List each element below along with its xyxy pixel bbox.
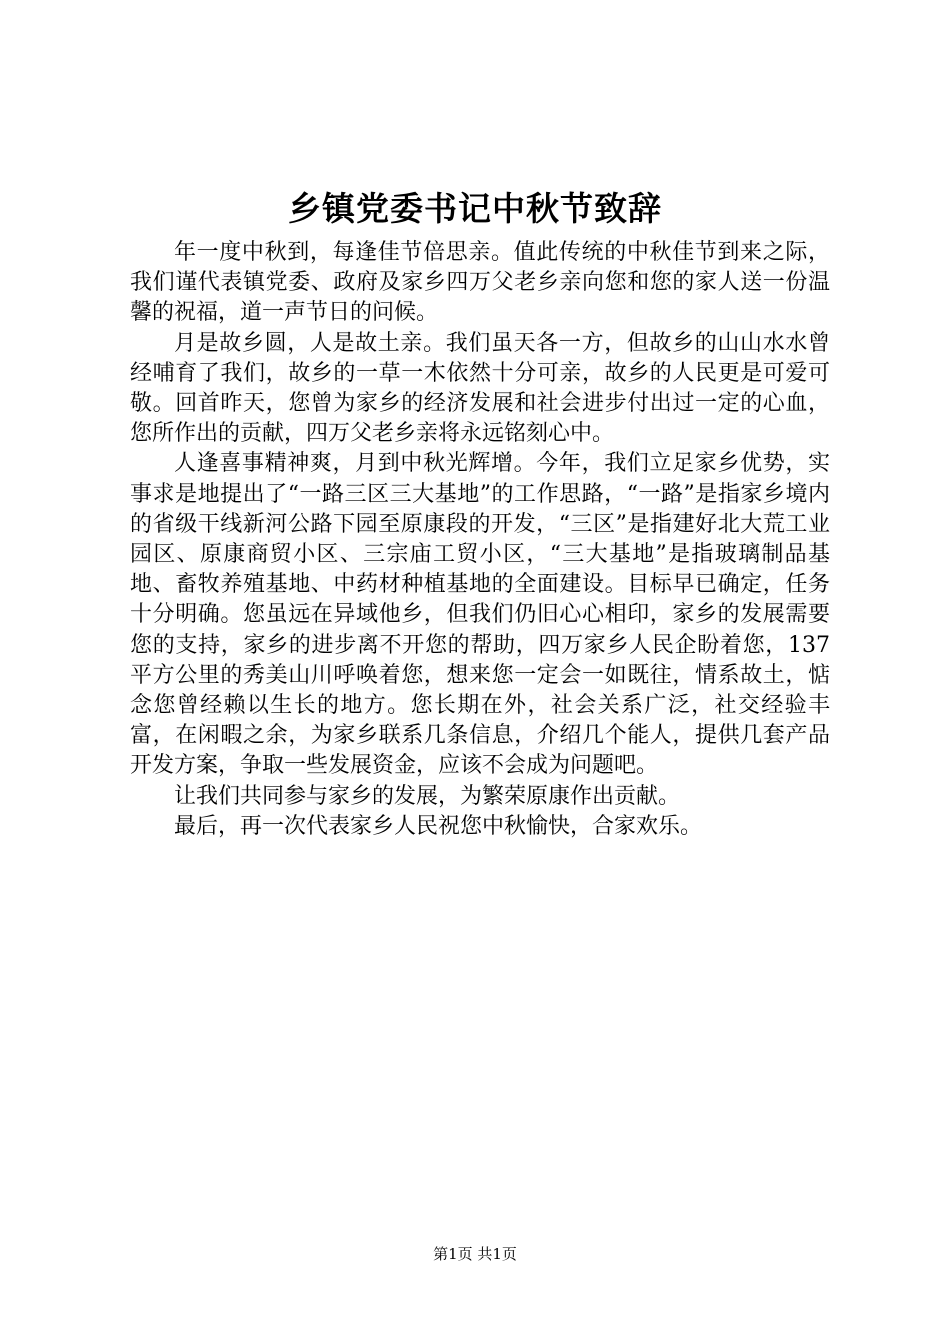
paragraph-5: 最后，再一次代表家乡人民祝您中秋愉快，合家欢乐。 xyxy=(174,813,703,839)
paragraph-1: 年一度中秋到，每逢佳节倍思亲。值此传统的中秋佳节到来之际，我们谨代表镇党委、政府及家乡四万父老乡亲向您和您的家人送一份温馨的祝福，道一声节日的问候。 xyxy=(130,240,830,326)
paragraph-2: 月是故乡圆，人是故土亲。我们虽天各一方，但故乡的山山水水曾经哺育了我们，故乡的一草一木依然十分可亲，故乡的人民更是可爱可敬。回首昨天，您曾为家乡的经济发展和社会进步付出过一定的心血，您所作出的贡献，四万父老乡亲将永远铭刻心中。 xyxy=(130,330,830,447)
paragraph-3: 人逢喜事精神爽，月到中秋光辉增。今年，我们立足家乡优势，实事求是地提出了“一路三区三大基地”的工作思路，“一路”是指家乡境内的省级干线新河公路下园至原康段的开发，“三区”是指建好北大荒工业园区、原康商贸小区、三宗庙工贸小区，“三大基地”是指玻璃制品基地、畜牧养殖基地、中药材种植基地的全面建设。目标早已确定，任务十分明确。您虽远在异域他乡，但我们仍旧心心相印，家乡的发展需要您的支持，家乡的进步离不开您的帮助，四万家乡人民企盼着您，137平方公里的秀美山川呼唤着您，想来您一定会一如既往，情系故土，惦念您曾经赖以生长的地方。您长期在外，社会关系广泛，社交经验丰富，在闲暇之余，为家乡联系几条信息，介绍几个能人，提供几套产品开发方案，争取一些发展资金，应该不会成为问题吧。 xyxy=(130,451,830,779)
page-footer: 第1页 共1页 xyxy=(433,1245,517,1263)
document-title: 乡镇党委书记中秋节致辞 xyxy=(288,189,662,228)
document-body xyxy=(130,238,830,842)
paragraph-4: 让我们共同参与家乡的发展，为繁荣原康作出贡献。 xyxy=(174,783,681,809)
